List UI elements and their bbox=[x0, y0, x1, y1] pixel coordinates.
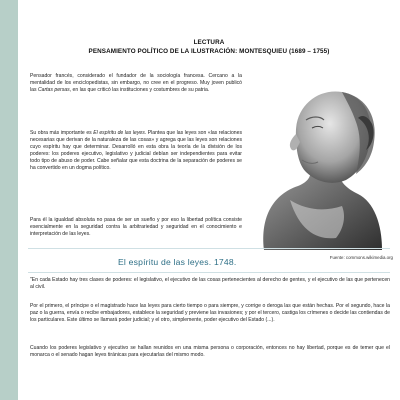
page-header bbox=[30, 39, 388, 56]
section-title: El espíritu de las leyes. 1748. bbox=[118, 257, 237, 267]
portrait-image bbox=[246, 76, 386, 250]
montesquieu-portrait bbox=[246, 76, 386, 250]
intro-paragraph-3: Para él la igualdad absoluta no pasa de ser un sueño y por eso la libertad política consiste esencialmente en la seguridad contra la arbitrariedad y seguridad en el conocimiento e interpretación de las leyes. bbox=[30, 217, 242, 238]
page-title: PENSAMIENTO POLÍTICO DE LA ILUSTRACIÓN: MONTESQUIEU (1689 – 1755) bbox=[88, 47, 330, 55]
image-source-caption: Fuente: commons.wikimedia.org bbox=[329, 255, 393, 260]
quote-paragraph-1: "En cada Estado hay tres clases de poderes: el legislativo, el ejecutivo de las cosas pertenecientes al derecho de gentes, y el ejecutivo de las que pertenecen al civil. bbox=[30, 277, 390, 291]
intro-paragraph-2: Su obra más importante es El espíritu de las leyes. Plantea que las leyes son «las relaciones necesarias que derivan de la naturaleza de las cosas» y agrega que las leyes son relaciones cuyo espíritu hay que determinar. Desarrolló en esta obra la teoría de la división de los poderes: los poderes ejecutivo, legislativo y judicial debían ser independientes para evitar todo tipo de abuso de poder. Cabe señalar que esta doctrina de la separación de poderes se ha convertido en un dogma político. bbox=[30, 130, 242, 172]
quote-paragraph-2: Por el primero, el príncipe o el magistrado hace las leyes para cierto tiempo o para siempre, y corrige o deroga las que están hechas. Por el segundo, hace la paz o la guerra, envía o recibe embajadores, establece la seguridad y previene las invasiones; y por el tercero, castiga los crímenes o decide las contiendas de los particulares. Este último se llamará poder judicial; y el otro, simplemente, poder ejecutivo del Estado (...). bbox=[30, 303, 390, 324]
intro-paragraph-1: Pensador francés, considerado el fundador de la sociología francesa. Cercano a la mentalidad de los enciclopedistas, sin embargo, no cree en el progreso. Muy joven publicó las Cartas persas, en las que criticó las instituciones y costumbres de su patria. bbox=[30, 73, 242, 94]
reading-label: LECTURA bbox=[193, 39, 225, 46]
side-band bbox=[0, 0, 18, 400]
book-title-espiritu: El espíritu de las leyes bbox=[93, 130, 145, 136]
book-title-cartas: Cartas persas bbox=[37, 87, 70, 94]
section-divider-top bbox=[28, 248, 390, 249]
quote-paragraph-3: Cuando los poderes legislativo y ejecutivo se hallan reunidos en una misma persona o corporación, entonces no hay libertad, porque es de temer que el monarca o el senado hagan leyes tiránicas para ejecutarlas del mismo modo. bbox=[30, 345, 390, 359]
section-divider-bottom bbox=[28, 272, 390, 273]
